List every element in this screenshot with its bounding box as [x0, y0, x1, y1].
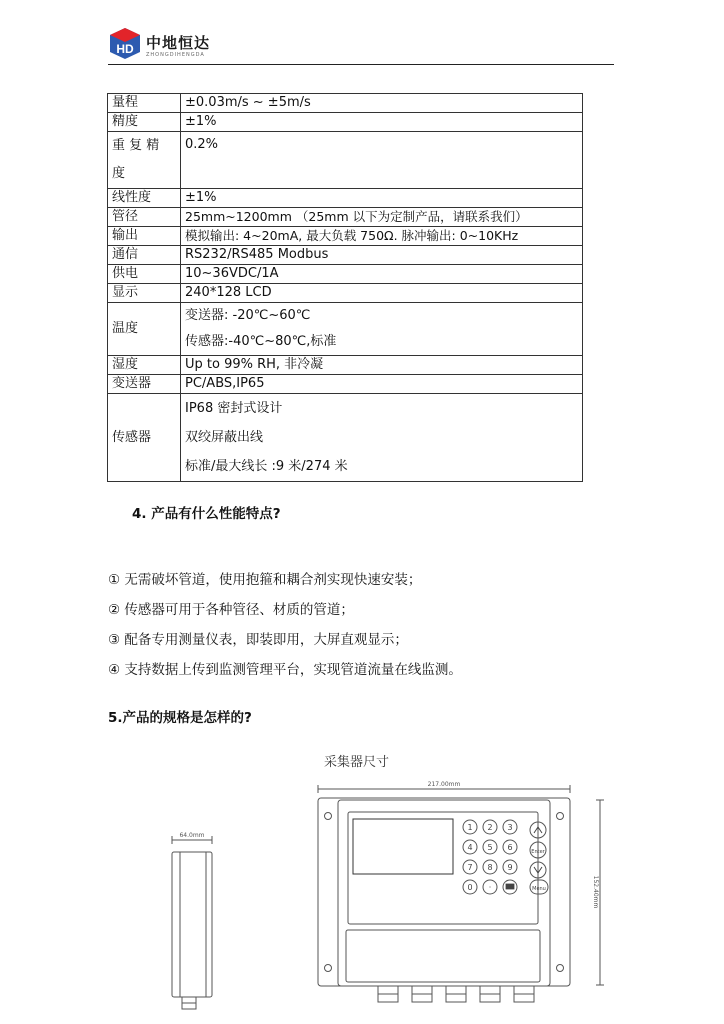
- table-row: [108, 94, 583, 113]
- key-5: 5: [487, 843, 493, 852]
- list-item: ② 传感器可用于各种管径、材质的管道；: [108, 602, 354, 618]
- table-row: [108, 394, 583, 482]
- cable-glands: [378, 986, 534, 1002]
- row-label: 传感器: [108, 394, 181, 482]
- page-header: [108, 26, 614, 65]
- row-label: 重 复 精 度: [108, 132, 181, 189]
- row-label: 管径: [108, 208, 181, 227]
- front-view: [318, 785, 604, 1002]
- key-enter: Enter: [531, 849, 545, 855]
- row-value: ±1%: [181, 113, 583, 132]
- sensor-seal: IP68 密封式设计: [185, 401, 283, 416]
- key-3: 3: [507, 823, 513, 832]
- row-value: 模拟输出: 4~20mA, 最大负载 750Ω. 脉冲输出: 0~10KHz: [181, 227, 583, 246]
- row-value: 0.2%: [181, 132, 583, 189]
- sensor-length: 标准/最大线长 :9 米/274 米: [185, 459, 348, 474]
- table-row: [108, 246, 583, 265]
- key-4: 4: [467, 843, 473, 852]
- key-0: 0: [467, 883, 473, 892]
- table-row: [108, 375, 583, 394]
- row-label: 输出: [108, 227, 181, 246]
- row-value: Up to 99% RH, 非冷凝: [181, 356, 583, 375]
- depth-label: 64.0mm: [179, 832, 205, 839]
- feature-list: [108, 570, 462, 690]
- spec-table: [107, 93, 583, 482]
- row-value: [181, 303, 583, 356]
- row-value: ±0.03m/s ~ ±5m/s: [181, 94, 583, 113]
- company-name-en: ZHONGDIHENGDA: [146, 52, 205, 58]
- row-label: 温度: [108, 303, 181, 356]
- table-row: [108, 113, 583, 132]
- row-label: 线性度: [108, 189, 181, 208]
- width-label: 217.00mm: [427, 781, 461, 788]
- temp-sensor: 传感器:-40℃~80℃,标准: [185, 334, 337, 349]
- row-value: PC/ABS,IP65: [181, 375, 583, 394]
- table-row: [108, 303, 583, 356]
- diagram-title: 采集器尺寸: [324, 755, 390, 770]
- company-logo-icon: [108, 26, 142, 60]
- row-value: RS232/RS485 Modbus: [181, 246, 583, 265]
- row-value: 25mm~1200mm （25mm 以下为定制产品，请联系我们）: [181, 208, 583, 227]
- key-dot: ·: [488, 883, 492, 892]
- table-row: [108, 356, 583, 375]
- logo-letters: HD: [116, 42, 134, 56]
- row-value: ±1%: [181, 189, 583, 208]
- row-value: 10~36VDC/1A: [181, 265, 583, 284]
- row-label: 通信: [108, 246, 181, 265]
- row-label: 湿度: [108, 356, 181, 375]
- key-8: 8: [487, 863, 493, 872]
- key-menu: Menu: [532, 886, 546, 892]
- temp-transmitter: 变送器: -20℃~60℃: [185, 308, 311, 323]
- row-value: 240*128 LCD: [181, 284, 583, 303]
- list-item: ① 无需破坏管道，使用抱箍和耦合剂实现快速安装；: [108, 572, 422, 588]
- side-view: [172, 836, 212, 1009]
- table-row: [108, 265, 583, 284]
- table-row: [108, 208, 583, 227]
- row-label: 显示: [108, 284, 181, 303]
- key-1: 1: [467, 823, 473, 832]
- dimension-diagram: [160, 770, 610, 1020]
- table-row: [108, 227, 583, 246]
- company-name: 中地恒达: [146, 34, 211, 52]
- key-6: 6: [507, 843, 513, 852]
- height-label: 152.40mm: [592, 875, 599, 909]
- row-label: 变送器: [108, 375, 181, 394]
- key-7: 7: [467, 863, 473, 872]
- table-row: [108, 132, 583, 189]
- row-label: 精度: [108, 113, 181, 132]
- list-item: ④ 支持数据上传到监测管理平台，实现管道流量在线监测。: [108, 662, 462, 678]
- section-4-heading: 4. 产品有什么性能特点?: [132, 506, 281, 522]
- section-5-heading: 5.产品的规格是怎样的?: [108, 710, 252, 726]
- table-row: [108, 284, 583, 303]
- key-9: 9: [507, 863, 513, 872]
- table-row: [108, 189, 583, 208]
- sensor-cable: 双绞屏蔽出线: [185, 430, 264, 445]
- row-value: [181, 394, 583, 482]
- backspace-icon: [506, 884, 514, 889]
- key-2: 2: [487, 823, 493, 832]
- row-label: 供电: [108, 265, 181, 284]
- list-item: ③ 配备专用测量仪表，即装即用，大屏直观显示；: [108, 632, 408, 648]
- row-label: 量程: [108, 94, 181, 113]
